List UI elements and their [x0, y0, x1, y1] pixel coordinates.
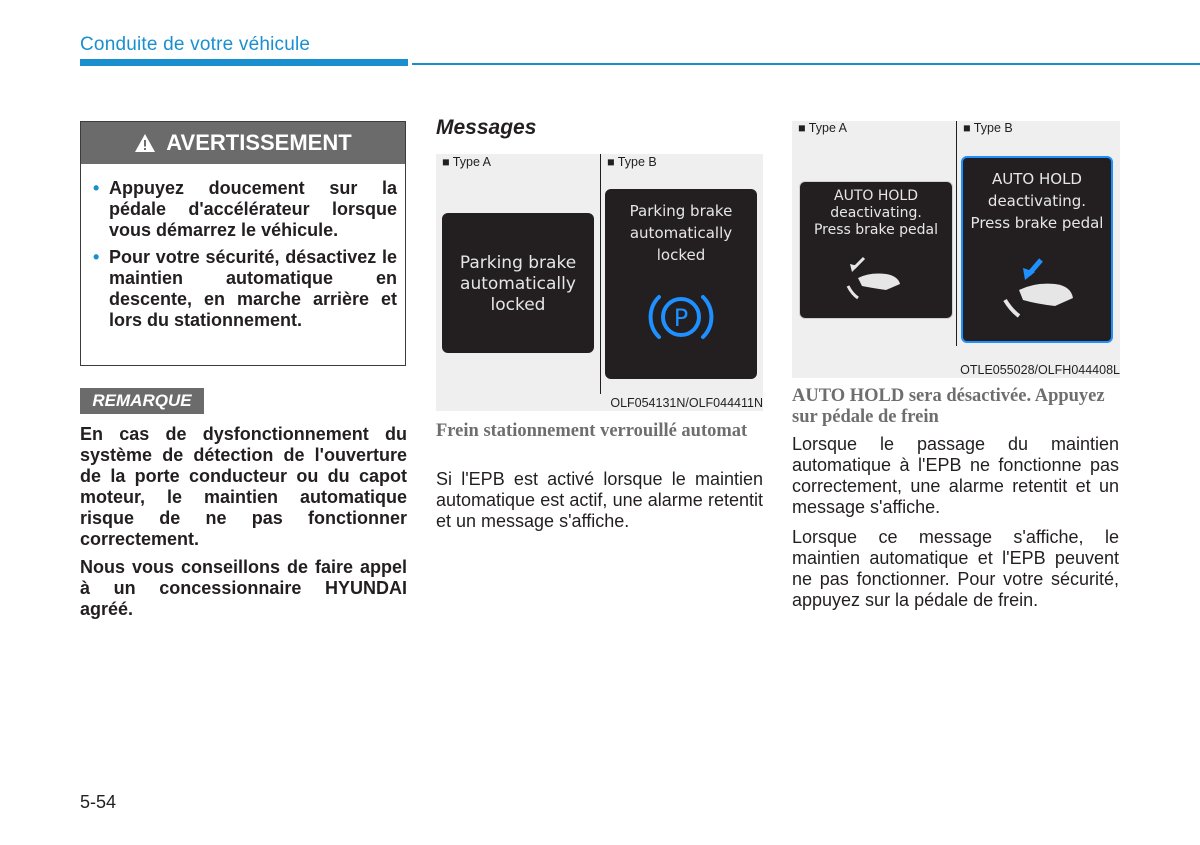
warning-header	[81, 122, 405, 164]
remark-label: REMARQUE	[80, 388, 204, 414]
screen-a-line: automatically	[460, 274, 576, 294]
screen-type-a	[799, 181, 953, 319]
remark-paragraph: Nous vous conseillons de faire appel à un concessionnaire HYUNDAI agréé.	[80, 557, 407, 619]
parking-brake-figure	[436, 154, 763, 411]
screen-b-line: deactivating.	[987, 192, 1087, 210]
brake-pedal-icon	[997, 254, 1087, 324]
warning-item	[93, 178, 397, 241]
parking-brake-subheading: Frein stationnement verrouillé automat	[436, 421, 748, 441]
screen-type-b	[605, 189, 757, 379]
screen-a-line: Press brake pedal	[813, 222, 939, 238]
figure-code: OLF054131N/OLF044411N	[610, 396, 763, 410]
brake-pedal-icon	[842, 252, 912, 302]
warning-box	[80, 121, 406, 366]
auto-hold-figure	[792, 121, 1120, 378]
warning-item-text: Pour votre sécurité, désactivez le maintien automatique en descente, en marche arrière et lors du stationnement.	[109, 247, 397, 330]
screen-b-line: Parking brake	[629, 202, 733, 220]
warning-item	[93, 247, 397, 331]
auto-hold-subheading: AUTO HOLD sera désactivée. Appuyez sur pédale de frein	[792, 386, 1105, 427]
warning-title: AVERTISSEMENT	[166, 130, 352, 155]
body-paragraph: Lorsque ce message s'affiche, le maintien automatique et l'EPB peuvent ne pas fonctionner. Pour votre sécurité, appuyez sur la pédale de frein.	[792, 527, 1119, 610]
screen-b-line: locked	[656, 246, 706, 264]
screen-a-line: deactivating.	[830, 205, 922, 221]
messages-heading: Messages	[436, 116, 537, 139]
warning-item-text: Appuyez doucement sur la pédale d'accélérateur lorsque vous démarrez le véhicule.	[109, 178, 397, 240]
remark-paragraph: En cas de dysfonctionnement du système de détection de l'ouverture de la porte conducteur ou du capot moteur, le maintien automatique risque de ne pas fonctionner correctement.	[80, 424, 407, 549]
body-paragraph: Si l'EPB est activé lorsque le maintien automatique est actif, une alarme retentit et un message s'affiche.	[436, 469, 763, 531]
type-a-label: ■ Type A	[442, 155, 492, 169]
figure-divider	[956, 121, 957, 346]
screen-a-line: Parking brake	[459, 253, 577, 273]
screen-a-line: locked	[490, 295, 546, 315]
page-number: 5-54	[80, 792, 117, 812]
figure-code: OTLE055028/OLFH044408L	[960, 363, 1120, 377]
parking-brake-body	[436, 469, 763, 541]
bullet-icon: •	[93, 178, 100, 198]
type-b-label: ■ Type B	[963, 121, 1013, 135]
parking-brake-letter: P	[673, 304, 689, 332]
screen-b-line: AUTO HOLD	[992, 170, 1082, 188]
type-b-label: ■ Type B	[607, 155, 657, 169]
bullet-icon: •	[93, 247, 100, 267]
header-accent-bar	[80, 59, 408, 66]
figure-divider	[600, 154, 601, 394]
screen-type-b	[961, 156, 1113, 343]
type-a-label: ■ Type A	[798, 121, 848, 135]
chapter-title: Conduite de votre véhicule	[80, 34, 311, 55]
screen-type-a	[442, 213, 594, 353]
header-rule	[412, 63, 1200, 65]
warning-triangle-icon	[134, 133, 156, 153]
screen-b-line: Press brake pedal	[970, 214, 1104, 232]
remark-text	[80, 424, 407, 627]
parking-brake-icon	[646, 287, 716, 347]
body-paragraph: Lorsque le passage du maintien automatique à l'EPB ne fonctionne pas correctement, une alarme retentit et un message s'affiche.	[792, 434, 1119, 517]
screen-b-line: automatically	[629, 224, 733, 242]
auto-hold-body	[792, 434, 1119, 620]
warning-list	[93, 178, 397, 337]
screen-a-line: AUTO HOLD	[834, 188, 918, 204]
